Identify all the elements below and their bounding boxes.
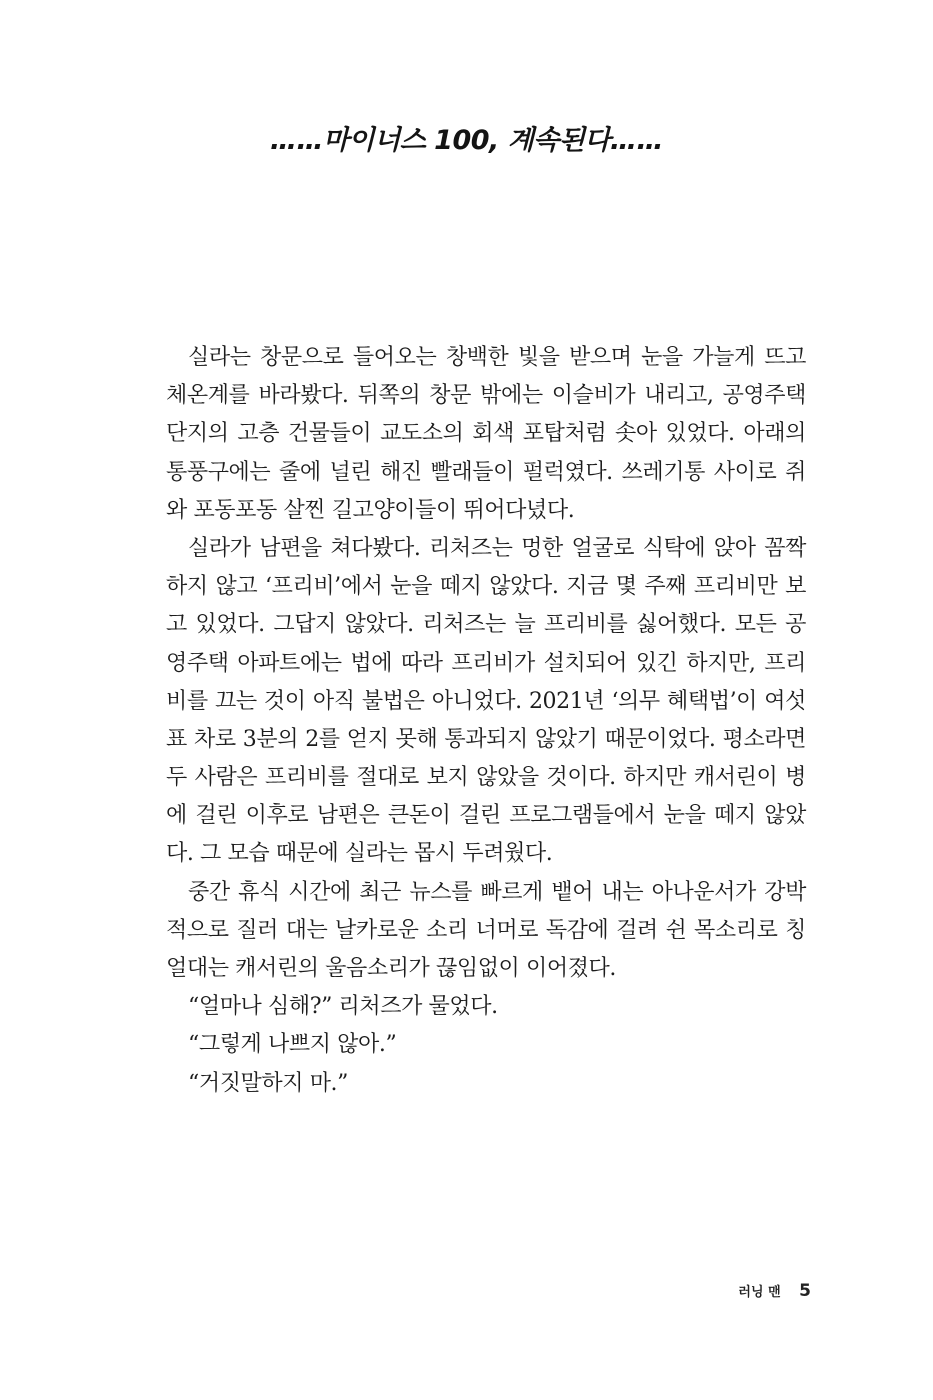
text-line: 실라는 창문으로 들어오는 창백한 빛을 받으며 눈을 가늘게 뜨고 bbox=[188, 345, 806, 370]
body-text bbox=[166, 339, 806, 1103]
text-line: 에 걸린 이후로 남편은 큰돈이 걸린 프로그램들에서 눈을 떼지 않았 bbox=[166, 803, 806, 829]
text-line: 고 있었다. 그답지 않았다. 리처즈는 늘 프리비를 싫어했다. 모든 공 bbox=[166, 612, 806, 638]
text-line: 적으로 질러 대는 날카로운 소리 너머로 독감에 걸려 쉰 목소리로 칭 bbox=[166, 917, 806, 943]
text-line: 실라가 남편을 쳐다봤다. 리처즈는 멍한 얼굴로 식탁에 앉아 꼼짝 bbox=[188, 535, 806, 561]
text-line: 비를 끄는 것이 아직 불법은 아니었다. 2021년 ‘의무 혜택법’이 여섯 bbox=[166, 688, 806, 714]
text-line: 중간 휴식 시간에 최근 뉴스를 빠르게 뱉어 내는 아나운서가 강박 bbox=[188, 879, 806, 905]
text-line: 다. 그 모습 때문에 실라는 몹시 두려웠다. bbox=[166, 841, 553, 867]
running-head: 러닝 맨 bbox=[738, 1285, 781, 1300]
text-line: “얼마나 심해?” 리처즈가 물었다. bbox=[188, 994, 498, 1020]
page-footer bbox=[738, 1281, 811, 1301]
text-line: 표 차로 3분의 2를 얻지 못해 통과되지 않았기 때문이었다. 평소라면 bbox=[166, 726, 806, 752]
text-line: 영주택 아파트에는 법에 따라 프리비가 설치되어 있긴 하지만, 프리 bbox=[166, 650, 806, 676]
text-line: 통풍구에는 줄에 널린 해진 빨래들이 펄럭였다. 쓰레기통 사이로 쥐 bbox=[166, 459, 806, 485]
text-line: 두 사람은 프리비를 절대로 보지 않았을 것이다. 하지만 캐서린이 병 bbox=[166, 765, 806, 791]
text-line: 얼대는 캐서린의 울음소리가 끊임없이 이어졌다. bbox=[166, 956, 617, 981]
text-line: 체온계를 바라봤다. 뒤쪽의 창문 밖에는 이슬비가 내리고, 공영주택 bbox=[166, 383, 806, 409]
text-line: 단지의 고층 건물들이 교도소의 회색 포탑처럼 솟아 있었다. 아래의 bbox=[166, 421, 806, 447]
text-line: “거짓말하지 마.” bbox=[188, 1070, 348, 1096]
text-line: 하지 않고 ‘프리비’에서 눈을 떼지 않았다. 지금 몇 주째 프리비만 보 bbox=[166, 574, 806, 600]
text-line: 와 포동포동 살찐 길고양이들이 뛰어다녔다. bbox=[166, 497, 575, 523]
page-number: 5 bbox=[799, 1281, 811, 1301]
chapter-title: ……마이너스 100, 계속된다…… bbox=[269, 125, 664, 156]
text-line: “그렇게 나쁘지 않아.” bbox=[188, 1032, 397, 1058]
